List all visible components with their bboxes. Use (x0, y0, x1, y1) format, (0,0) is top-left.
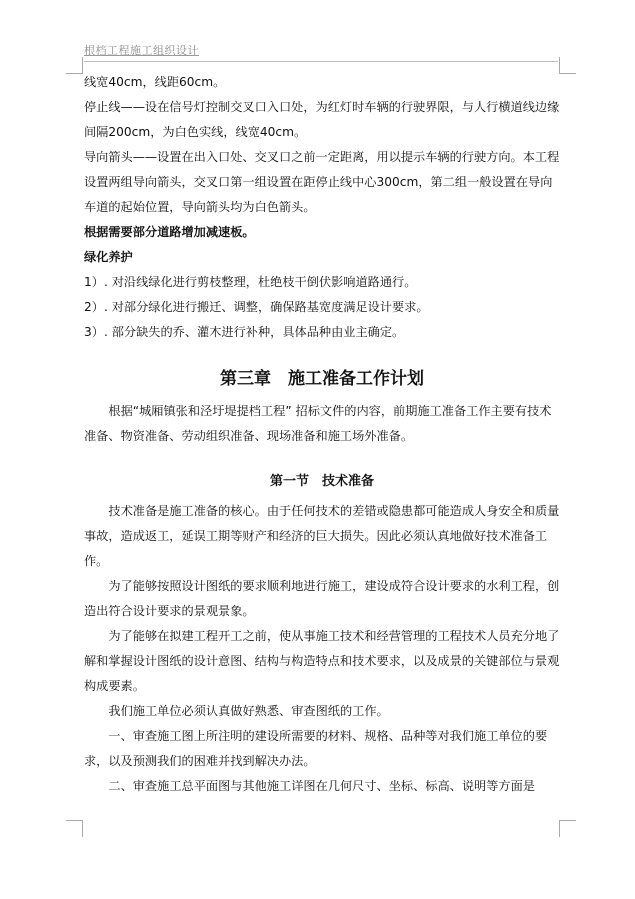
paragraph-stop-line: 停止线——设在信号灯控制交叉口入口处，为红灯时车辆的行驶界限，与人行横道线边缘间隔200cm，为白色实线，线宽40cm。 (84, 100, 560, 139)
paragraph-tech-review: 我们施工单位必须认真做好熟悉、审查图纸的工作。 (108, 704, 389, 718)
corner-mark-bottom-left (66, 820, 83, 837)
corner-mark-top-left (66, 57, 83, 74)
corner-mark-top-right (559, 57, 576, 74)
paragraph-chapter-intro: 根据“城厢镇张和泾圩堤提档工程” 招标文件的内容，前期施工准备工作主要有技术准备、物资准备、劳动组织准备、现场准备和施工场外准备。 (84, 404, 552, 443)
paragraph-line-width: 线宽40cm，线距60cm。 (84, 75, 226, 89)
paragraph-tech-core: 技术准备是施工准备的核心。由于任何技术的差错或隐患都可能造成人身安全和质量事故，造成返工，延误工期等财产和经济的巨大损失。因此必须认真地做好技术准备工作。 (84, 504, 560, 568)
page-header: 根档工程施工组织设计 (84, 42, 558, 62)
document-body (84, 70, 560, 799)
paragraph-review-1: 一、审查施工图上所注明的建设所需要的材料、规格、品种等对我们施工单位的要求，以及预测我们的困难并找到解决办法。 (84, 729, 548, 768)
list-item-greening-2: 2）. 对部分绿化进行搬迁、调整，确保路基宽度满足设计要求。 (84, 300, 429, 314)
chapter-title: 第三章 施工准备工作计划 (220, 369, 424, 389)
paragraph-review-2: 二、审查施工总平面图与其他施工详图在几何尺寸、坐标、标高、说明等方面是 (108, 779, 535, 793)
corner-mark-bottom-right (559, 820, 576, 837)
paragraph-tech-staff: 为了能够在拟建工程开工之前，使从事施工技术和经营管理的工程技术人员充分地了解和掌握设计图纸的设计意图、结构与构造特点和技术要求，以及成景的关键部位与景观构成要素。 (84, 629, 560, 693)
paragraph-guide-arrow: 导向箭头——设置在出入口处、交叉口之前一定距离，用以提示车辆的行驶方向。本工程设置两组导向箭头，交叉口第一组设置在距停止线中心300cm，第二组一般设置在导向车道的起始位置，导向箭头均为白色箭头。 (84, 150, 560, 214)
list-item-greening-1: 1）. 对沿线绿化进行剪枝整理，杜绝枝干倒伏影响道路通行。 (84, 275, 417, 289)
paragraph-tech-design: 为了能够按照设计图纸的要求顺利地进行施工，建设成符合设计要求的水利工程，创造出符合设计要求的景观景象。 (84, 579, 560, 618)
heading-greening: 绿化养护 (84, 250, 133, 264)
paragraph-speed-bump: 根据需要部分道路增加减速板。 (84, 225, 255, 239)
list-item-greening-3: 3）. 部分缺失的乔、灌木进行补种，具体品种由业主确定。 (84, 325, 405, 339)
section-title: 第一节 技术准备 (269, 474, 374, 489)
